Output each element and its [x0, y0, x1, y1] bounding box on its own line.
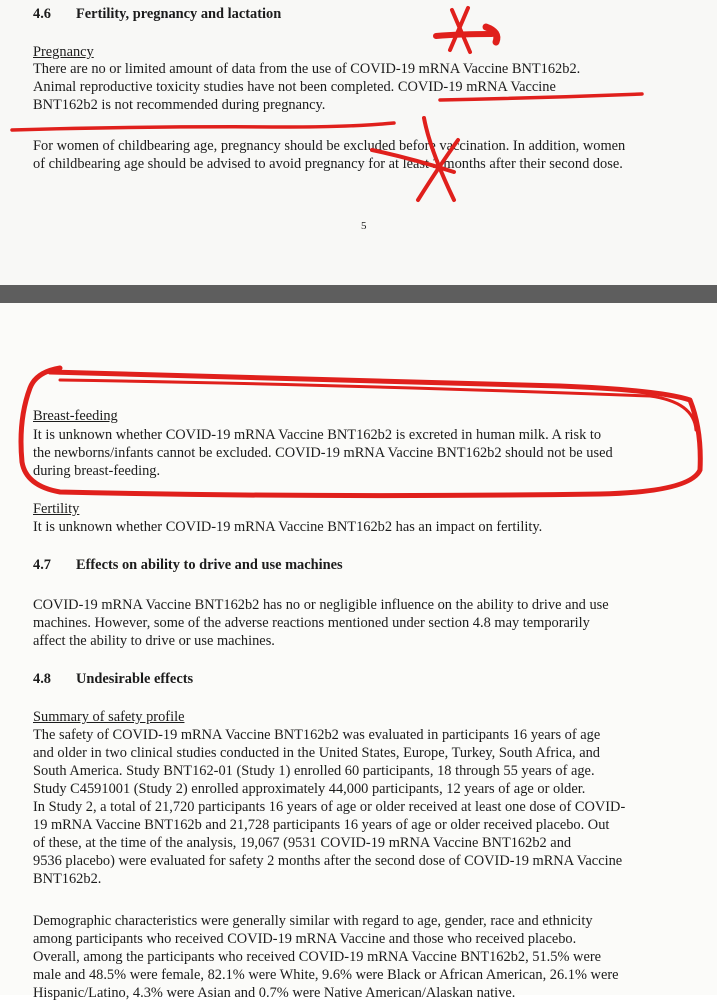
childbearing-line: of childbearing age should be advised to avoid pregnancy for at least 2 months after their second dose. — [33, 156, 623, 172]
safety-line: 19 mRNA Vaccine BNT162b and 21,728 participants 16 years of age or older received placebo. Out — [33, 817, 610, 833]
fertility-line: It is unknown whether COVID-19 mRNA Vaccine BNT162b2 has an impact on fertility. — [33, 519, 543, 535]
safety-line: and older in two clinical studies conducted in the United States, Europe, Turkey, South Africa, and — [33, 745, 600, 761]
page-divider — [0, 285, 717, 303]
page-number: 5 — [361, 220, 367, 232]
safety-line: The safety of COVID-19 mRNA Vaccine BNT162b2 was evaluated in participants 16 years of age — [33, 727, 601, 743]
fertility-heading: Fertility — [33, 501, 80, 517]
safety-line: In Study 2, a total of 21,720 participants 16 years of age or older received at least one dose of COVID- — [33, 799, 626, 815]
safety-line: Study C4591001 (Study 2) enrolled approximately 44,000 participants, 12 years of age or older. — [33, 781, 586, 797]
drive-line: machines. However, some of the adverse reactions mentioned under section 4.8 may temporarily — [33, 615, 590, 631]
safety-line: South America. Study BNT162-01 (Study 1) enrolled 60 participants, 18 through 55 years of age. — [33, 763, 595, 779]
breastfeeding-heading: Breast-feeding — [33, 408, 118, 424]
section-4-6-number: 4.6 — [33, 6, 51, 22]
drive-line: COVID-19 mRNA Vaccine BNT162b2 has no or negligible influence on the ability to drive and use — [33, 597, 609, 613]
pregnancy-line: BNT162b2 is not recommended during pregnancy. — [33, 97, 326, 113]
pregnancy-line: There are no or limited amount of data from the use of COVID-19 mRNA Vaccine BNT162b2. — [33, 61, 581, 77]
breastfeeding-line: the newborns/infants cannot be excluded. COVID-19 mRNA Vaccine BNT162b2 should not be used — [33, 445, 613, 461]
demographic-line: male and 48.5% were female, 82.1% were White, 9.6% were Black or African American, 26.1% were — [33, 967, 619, 983]
demographic-line: among participants who received COVID-19 mRNA Vaccine and those who received placebo. — [33, 931, 577, 947]
section-4-7-number: 4.7 — [33, 557, 51, 573]
section-4-7-title: Effects on ability to drive and use machines — [76, 557, 343, 573]
section-4-8-number: 4.8 — [33, 671, 51, 687]
section-4-6-title: Fertility, pregnancy and lactation — [76, 6, 282, 22]
demographic-line: Demographic characteristics were generally similar with regard to age, gender, race and ethnicity — [33, 913, 593, 929]
safety-line: 9536 placebo) were evaluated for safety 2 months after the second dose of COVID-19 mRNA Vaccine — [33, 853, 623, 869]
breastfeeding-line: during breast-feeding. — [33, 463, 161, 479]
pregnancy-line: Animal reproductive toxicity studies have not been completed. COVID-19 mRNA Vaccine — [33, 79, 556, 95]
childbearing-line: For women of childbearing age, pregnancy should be excluded before vaccination. In addition, women — [33, 138, 626, 154]
drive-line: affect the ability to drive or use machines. — [33, 633, 275, 649]
safety-line: of these, at the time of the analysis, 19,067 (9531 COVID-19 mRNA Vaccine BNT162b2 and — [33, 835, 572, 851]
pregnancy-heading: Pregnancy — [33, 44, 94, 60]
safety-heading: Summary of safety profile — [33, 709, 185, 725]
demographic-line: Hispanic/Latino, 4.3% were Asian and 0.7% were Native American/Alaskan native. — [33, 985, 516, 1001]
safety-line: BNT162b2. — [33, 871, 102, 887]
section-4-8-title: Undesirable effects — [76, 671, 194, 687]
demographic-line: Overall, among the participants who received COVID-19 mRNA Vaccine BNT162b2, 51.5% were — [33, 949, 602, 965]
breastfeeding-line: It is unknown whether COVID-19 mRNA Vaccine BNT162b2 is excreted in human milk. A risk to — [33, 427, 602, 443]
